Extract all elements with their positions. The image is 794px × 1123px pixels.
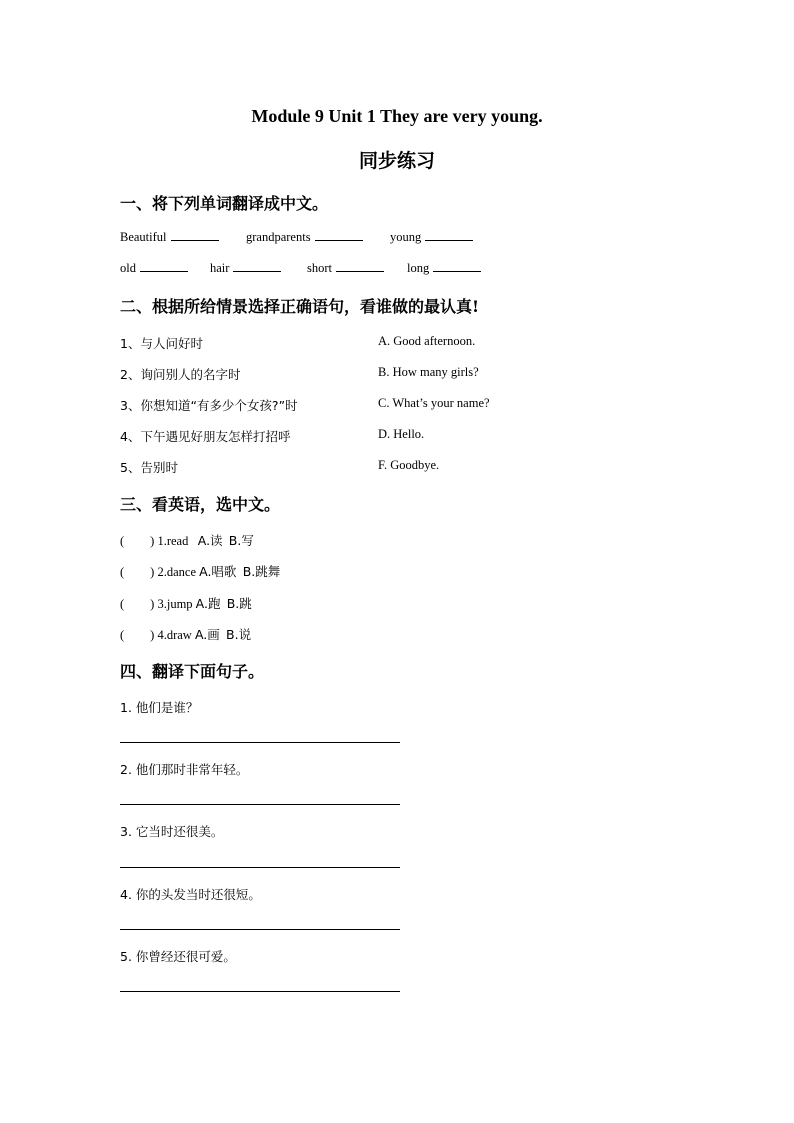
- word-item: old: [120, 261, 188, 276]
- answer-line[interactable]: [120, 742, 400, 743]
- section4-heading: 四、翻译下面句子。: [120, 662, 265, 681]
- choice-item: ( ) 3.jump A.跑 B.跳: [120, 596, 252, 611]
- answer-blank[interactable]: [233, 261, 281, 272]
- sentence-item: 1. 他们是谁？: [120, 700, 199, 715]
- situation-item: 4、下午遇见好朋友怎样打招呼: [120, 429, 291, 444]
- situation-item: 3、你想知道“有多少个女孩?”时: [120, 398, 298, 413]
- choice-item: ( ) 1.read A.读 B.写: [120, 533, 254, 548]
- answer-blank[interactable]: [336, 261, 384, 272]
- answer-blank[interactable]: [433, 261, 481, 272]
- answer-line[interactable]: [120, 929, 400, 930]
- sentence-item: 4. 你的头发当时还很短。: [120, 887, 261, 902]
- page-title: Module 9 Unit 1 They are very young.: [251, 106, 543, 126]
- answer-line[interactable]: [120, 867, 400, 868]
- option-item: C. What’s your name?: [378, 396, 490, 410]
- answer-blank[interactable]: [425, 230, 473, 241]
- answer-line[interactable]: [120, 804, 400, 805]
- sentence-item: 3. 它当时还很美。: [120, 824, 224, 839]
- situation-item: 2、询问别人的名字时: [120, 367, 241, 382]
- sentence-item: 5. 你曾经还很可爱。: [120, 949, 236, 964]
- option-item: B. How many girls?: [378, 365, 479, 379]
- situation-item: 1、与人问好时: [120, 336, 203, 351]
- section2-heading: 二、根据所给情景选择正确语句，看谁做的最认真!: [120, 297, 480, 316]
- word-item: young: [390, 230, 473, 245]
- answer-line[interactable]: [120, 991, 400, 992]
- word-item: grandparents: [246, 230, 363, 245]
- option-item: F. Goodbye.: [378, 458, 440, 472]
- option-item: D. Hello.: [378, 427, 425, 441]
- sentence-item: 2. 他们那时非常年轻。: [120, 762, 249, 777]
- situation-item: 5、告别时: [120, 460, 178, 475]
- answer-blank[interactable]: [140, 261, 188, 272]
- answer-blank[interactable]: [171, 230, 219, 241]
- section3-heading: 三、看英语，选中文。: [120, 495, 281, 514]
- word-item: long: [407, 261, 481, 276]
- option-item: A. Good afternoon.: [378, 334, 476, 348]
- choice-item: ( ) 2.dance A.唱歌 B.跳舞: [120, 564, 281, 579]
- answer-blank[interactable]: [315, 230, 363, 241]
- section1-heading: 一、将下列单词翻译成中文。: [120, 194, 329, 213]
- word-item: Beautiful: [120, 230, 219, 245]
- word-item: hair: [210, 261, 281, 276]
- choice-item: ( ) 4.draw A.画 B.说: [120, 627, 252, 642]
- page-subtitle: 同步练习: [358, 150, 435, 172]
- word-item: short: [307, 261, 384, 276]
